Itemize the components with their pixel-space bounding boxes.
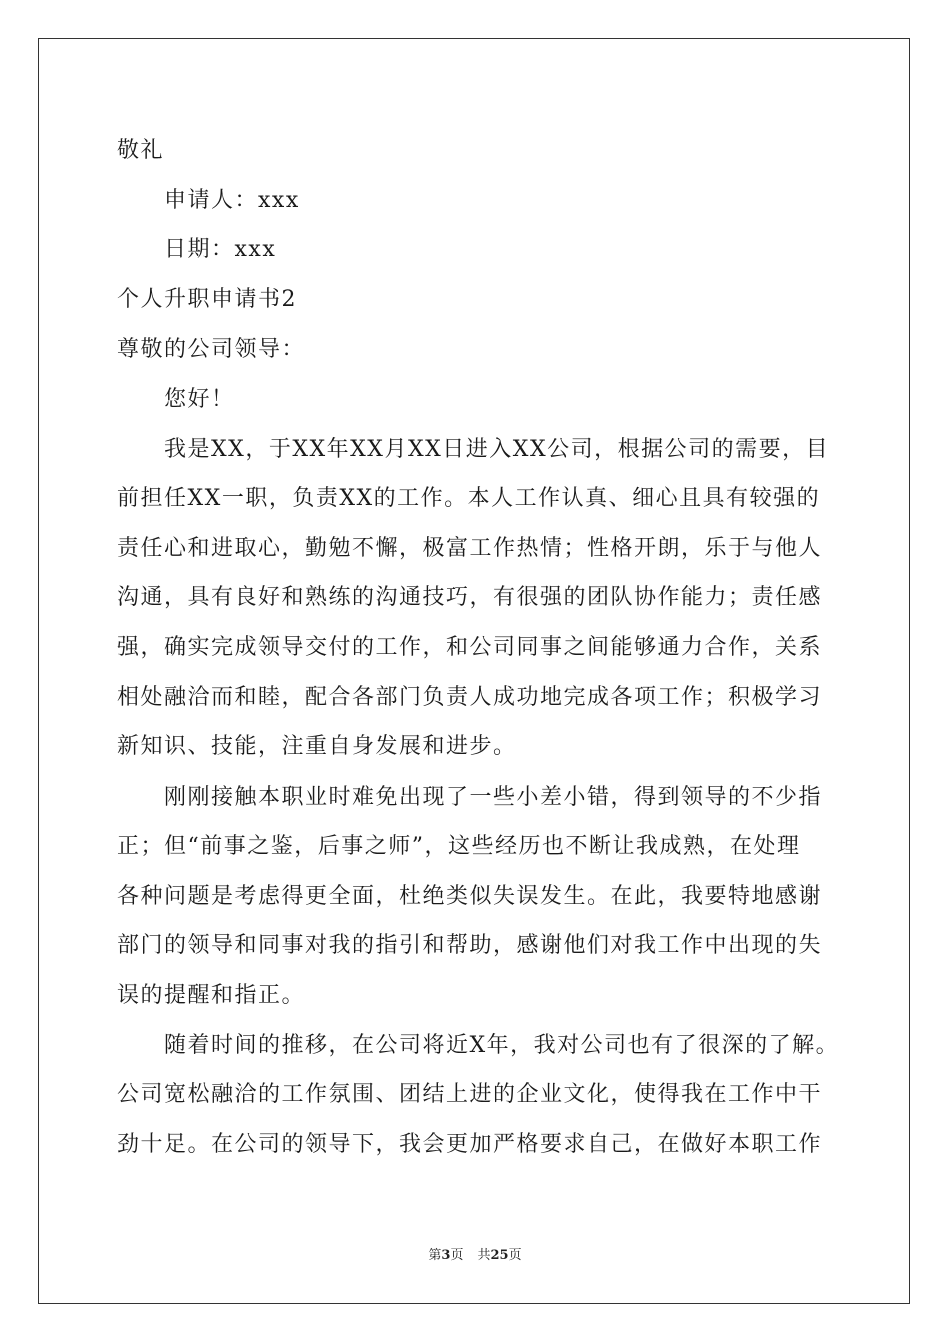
paragraph-line: 正；但“前事之鉴，后事之师”，这些经历也不断让我成熟，在处理	[117, 834, 801, 859]
paragraph-line: 新知识、技能，注重自身发展和进步。	[117, 734, 517, 759]
paragraph-line: 沟通，具有良好和熟练的沟通技巧，有很强的团队协作能力；责任感	[117, 585, 823, 610]
paragraph-line: 我是XX，于XX年XX月XX日进入XX公司，根据公司的需要，目	[164, 437, 830, 462]
paragraph-line: 误的提醒和指正。	[117, 983, 306, 1008]
paragraph-line: 前担任XX一职，负责XX的工作。本人工作认真、细心且具有较强的	[117, 486, 821, 511]
paragraph-line: 各种问题是考虑得更全面，杜绝类似失误发生。在此，我要特地感谢	[117, 884, 823, 909]
paragraph-line: 相处融洽而和睦，配合各部门负责人成功地完成各项工作；积极学习	[117, 685, 823, 710]
paragraph-line: 刚刚接触本职业时难免出现了一些小差小错，得到领导的不少指	[164, 785, 823, 810]
total-pages: 25	[490, 1248, 509, 1263]
greeting-addressee: 尊敬的公司领导：	[117, 337, 306, 362]
date-line: 日期：xxx	[164, 237, 277, 262]
total-prefix: 共	[477, 1248, 491, 1263]
paragraph-line: 责任心和进取心，勤勉不懈，极富工作热情；性格开朗，乐于与他人	[117, 536, 823, 561]
paragraph-line: 部门的领导和同事对我的指引和帮助，感谢他们对我工作中出现的失	[117, 933, 823, 958]
paragraph-line: 劲十足。在公司的领导下，我会更加严格要求自己，在做好本职工作	[117, 1132, 823, 1157]
page-number: 3	[441, 1248, 451, 1263]
page-prefix: 第	[428, 1248, 442, 1263]
paragraph-line: 公司宽松融洽的工作氛围、团结上进的企业文化，使得我在工作中干	[117, 1082, 823, 1107]
page-border	[38, 38, 910, 1304]
paragraph-line: 强，确实完成领导交付的工作，和公司同事之间能够通力合作，关系	[117, 635, 823, 660]
applicant-line: 申请人：xxx	[164, 188, 300, 213]
greeting: 您好！	[164, 387, 235, 412]
page-suffix: 页	[450, 1248, 464, 1263]
page-footer	[0, 1248, 950, 1264]
closing-salutation: 敬礼	[117, 138, 165, 163]
total-suffix: 页	[508, 1248, 522, 1263]
section-title: 个人升职申请书2	[117, 287, 297, 312]
paragraph-line: 随着时间的推移，在公司将近X年，我对公司也有了很深的了解。	[164, 1033, 840, 1058]
